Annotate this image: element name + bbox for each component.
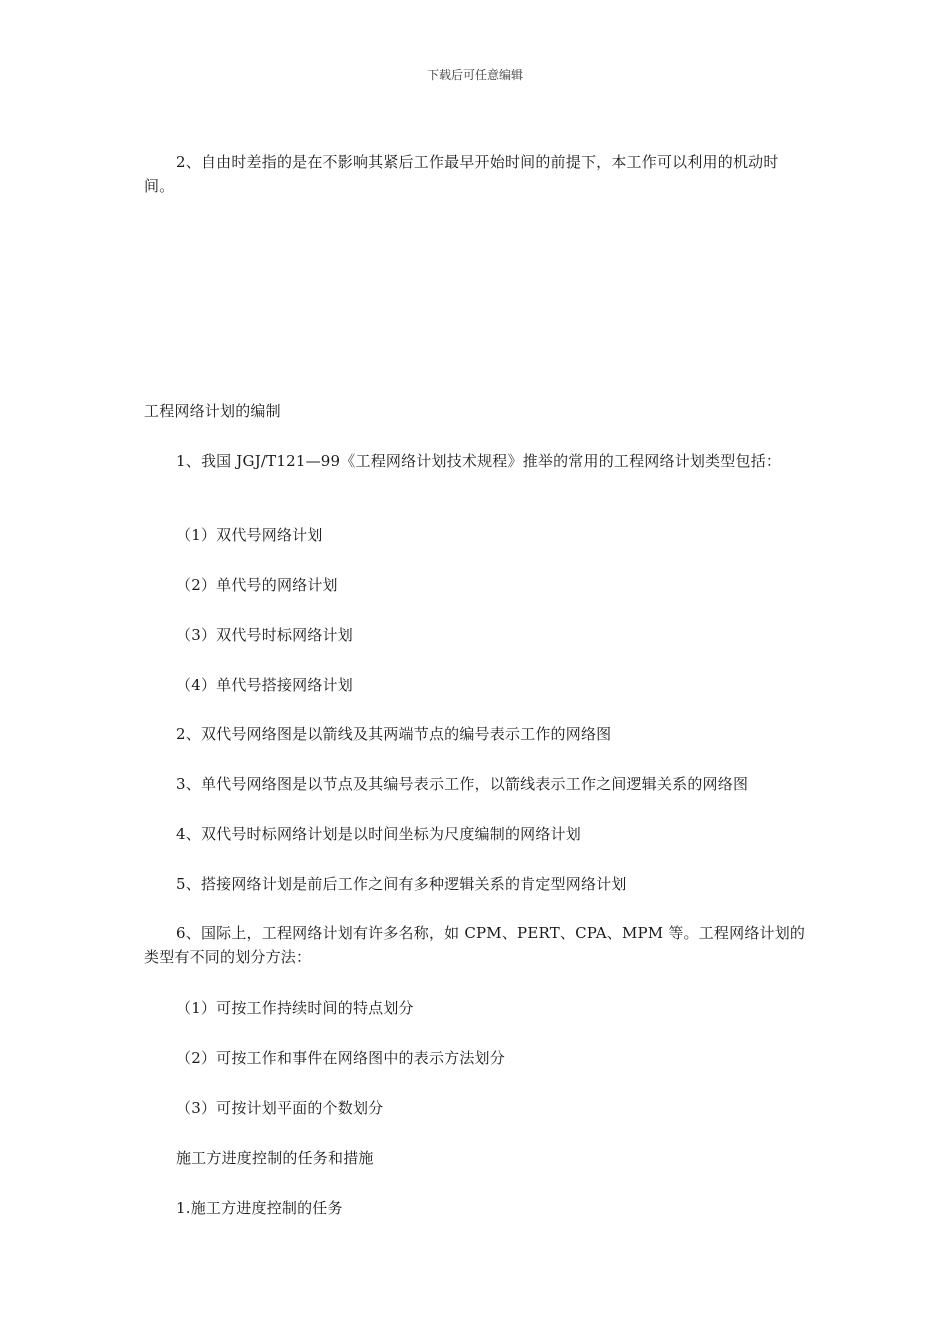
- page-header: 下载后可任意编辑: [426, 68, 523, 82]
- list-item: （1）可按工作持续时间的特点划分: [176, 999, 414, 1017]
- paragraph-international: 6、国际上，工程网络计划有许多名称，如 CPM、PERT、CPA、MPM 等。工程网络计划的类型有不同的划分方法：: [144, 924, 806, 966]
- paragraph-free-float: 2、自由时差指的是在不影响其紧后工作最早开始时间的前提下，本工作可以利用的机动时间。: [144, 153, 779, 195]
- paragraph-time-scaled: 4、双代号时标网络计划是以时间坐标为尺度编制的网络计划: [176, 825, 581, 843]
- paragraph-double-code: 2、双代号网络图是以箭线及其两端节点的编号表示工作的网络图: [176, 725, 612, 743]
- paragraph-lap-network: 5、搭接网络计划是前后工作之间有多种逻辑关系的肯定型网络计划: [176, 875, 627, 893]
- list-item: （3）双代号时标网络计划: [176, 626, 353, 644]
- list-item: （4）单代号搭接网络计划: [176, 676, 353, 694]
- subsection-heading-tasks: 1.施工方进度控制的任务: [176, 1199, 343, 1217]
- section-heading-network-plan: 工程网络计划的编制: [144, 402, 281, 420]
- section-heading-schedule-control: 施工方进度控制的任务和措施: [176, 1149, 374, 1167]
- list-item: （1）双代号网络计划: [176, 526, 323, 544]
- paragraph-single-code: 3、单代号网络图是以节点及其编号表示工作，以箭线表示工作之间逻辑关系的网络图: [176, 775, 749, 793]
- list-item: （2）单代号的网络计划: [176, 576, 338, 594]
- list-item: （3）可按计划平面的个数划分: [176, 1099, 384, 1117]
- paragraph-plan-types: 1、我国 JGJ/T121—99《工程网络计划技术规程》推举的常用的工程网络计划类型包括：: [176, 452, 782, 470]
- list-item: （2）可按工作和事件在网络图中的表示方法划分: [176, 1049, 505, 1067]
